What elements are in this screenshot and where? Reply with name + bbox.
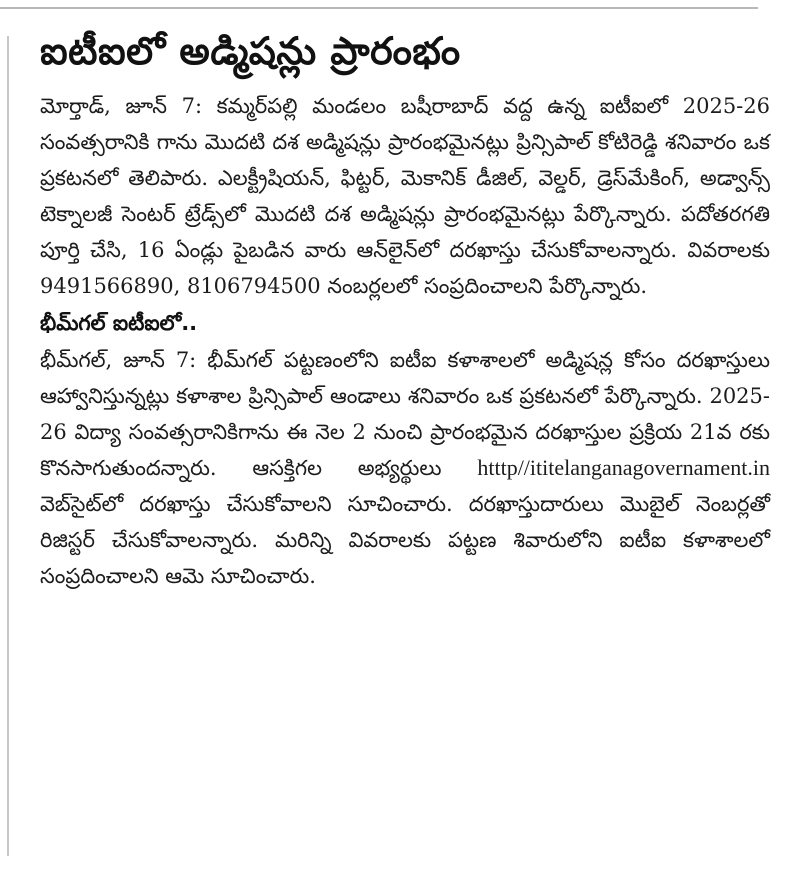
article-paragraph-morthad: మోర్తాడ్, జూన్ 7: కమ్మర్‌పల్లి మండలం బషీరాబాద్ వద్ద ఉన్న ఐటీఐలో 2025-26 సంవత్సరానికి గాను మొదటి దశ అడ్మిషన్లు ప్రారంభమైనట్లు ప్రిన్సిపాల్ కోటిరెడ్డి శనివారం ఒక ప్రకటనలో తెలిపారు. ఎలక్ట్రీషియన్, ఫిట్టర్, మెకానిక్ డీజిల్, వెల్డర్, డ్రెస్‌మేకింగ్, అడ్వాన్స్ టెక్నాలజీ సెంటర్ ట్రేడ్స్‌లో మొదటి దశ అడ్మిషన్లు ప్రారంభమైనట్లు పేర్కొన్నారు. పదోతరగతి పూర్తి చేసి, 16 ఏండ్లు పైబడిన వారు ఆన్‌లైన్‌లో దరఖాస్తు చేసుకోవాలన్నారు. వివరాలకు 9491566890, 8106794500 నంబర్లలలో సంప్రదించాలని పేర్కొన్నారు. (40, 94, 770, 298)
paragraph-text-after-url: వెబ్‌సైట్‌లో దరఖాస్తు చేసుకోవాలని సూచించారు. దరఖాస్తుదారులు మొబైల్ నెంబర్లతో రిజిస్టర్ చేసుకోవాలన్నారు. మరిన్ని వివరాలకు పట్టణ శివారులోని ఐటీఐ కళాశాలలో సంప్రదించాలని ఆమె సూచించారు. (40, 492, 770, 588)
paragraph-text-before-url: భీమ్‌గల్, జూన్ 7: భీమ్‌గల్ పట్టణంలోని ఐటీఐ కళాశాలలో అడ్మిషన్ల కోసం దరఖాస్తులు ఆహ్వానిస్తున్నట్లు కళాశాల ప్రిన్సిపాల్ ఆండాలు శనివారం ఒక ప్రకటనలో పేర్కొన్నారు. 2025-26 విద్యా సంవత్సరానికిగాను ఈ నెల 2 నుంచి ప్రారంభమైన దరఖాస్తుల ప్రక్రియ 21వ రకు కొనసాగుతుందన్నారు. ఆసక్తిగల అభ్యర్థులు (40, 348, 770, 480)
article-subheading-bheemgal: భీమ్‌గల్ ఐటీఐలో.. (40, 311, 198, 335)
article-headline: ఐటీఐలో అడ్మిషన్లు ప్రారంభం (40, 29, 461, 73)
news-article (40, 28, 770, 594)
website-url: htttp//ititelanganagovernament.in (477, 455, 770, 480)
top-border-rule (0, 0, 758, 9)
article-paragraph-bheemgal (40, 342, 770, 594)
left-column-rule (7, 36, 9, 856)
